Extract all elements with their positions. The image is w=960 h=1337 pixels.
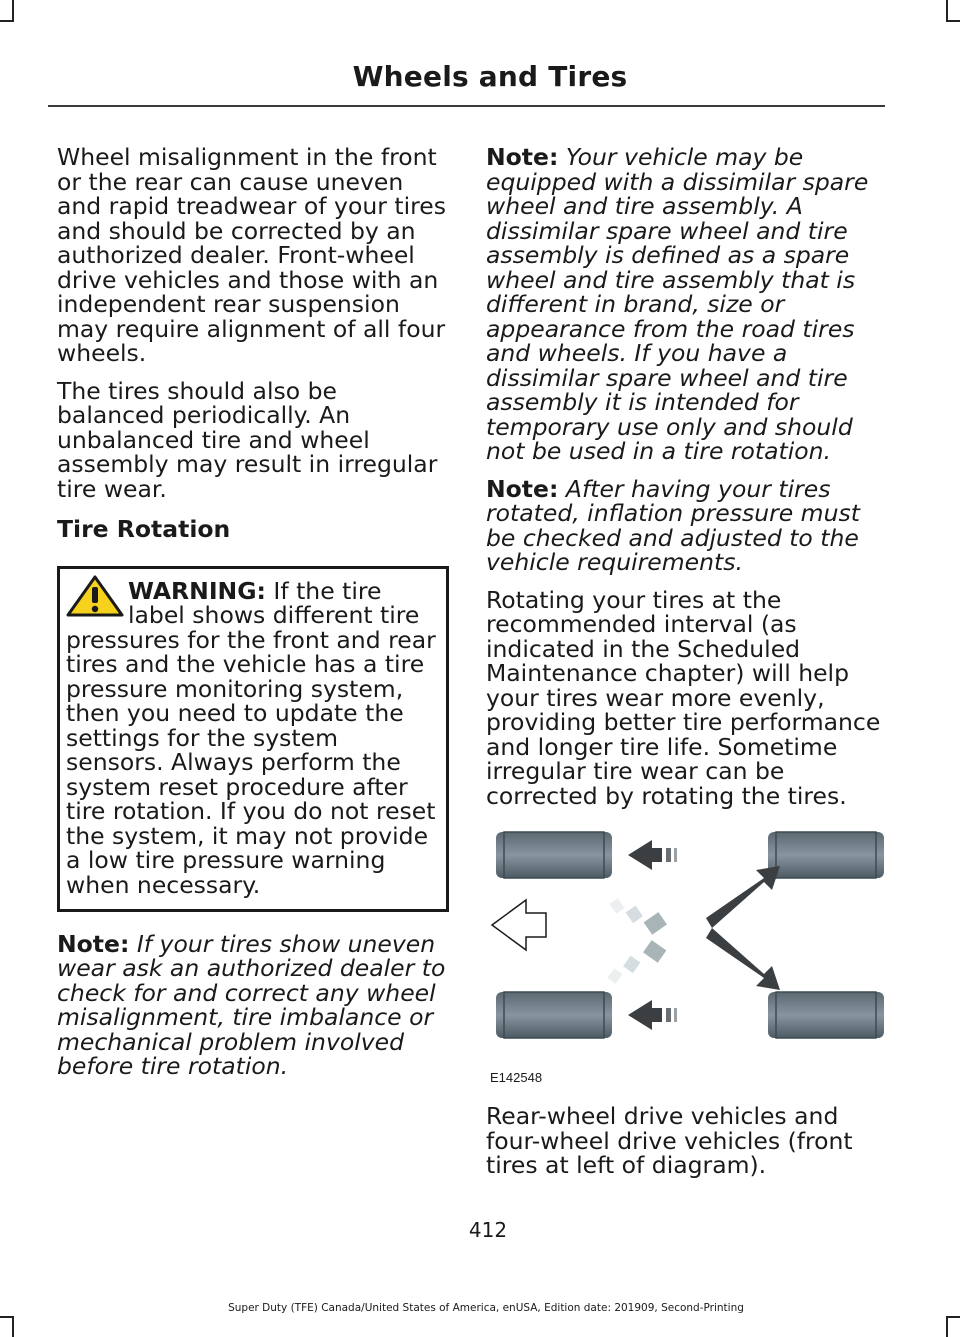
note-label: Note: xyxy=(486,474,559,503)
note-text: If your tires show uneven wear ask an authorized dealer to check for and correct any wheel misalignment, tire imbalance or mechanical problem involved before tire rotation. xyxy=(57,929,446,1080)
crop-mark xyxy=(0,20,14,22)
crop-mark xyxy=(946,0,948,20)
crop-mark xyxy=(946,20,960,22)
arrow-front-to-rear-cross-up xyxy=(609,866,780,935)
tire-rear-left xyxy=(768,832,884,878)
arrow-rear-to-front-bottom xyxy=(628,1000,677,1030)
crop-mark xyxy=(0,1316,14,1318)
warning-triangle-icon xyxy=(66,575,124,617)
page-title: Wheels and Tires xyxy=(352,60,628,93)
dissimilar-spare-note xyxy=(486,145,884,464)
page-number: 412 xyxy=(468,1218,508,1242)
tire-rear-right xyxy=(768,992,884,1038)
note-label: Note: xyxy=(486,143,559,171)
tire-front-left xyxy=(496,832,612,878)
crop-mark xyxy=(12,0,14,20)
inflation-note xyxy=(486,474,884,576)
warning-text: If the tire label shows different tire pressures for the front and rear tires and the vehicle has a tire pressure monitoring system, then you need to update the settings for the system sensors. Always perform the system reset procedure after tire rotation. If you do not reset the system, it may not provide a low tire pressure warning when necessary. xyxy=(66,576,436,899)
crop-mark xyxy=(946,1318,948,1337)
figure-caption: Rear-wheel drive vehicles and four-wheel drive vehicles (front tires at left of diagram). xyxy=(486,1102,853,1179)
arrow-rear-to-front-top xyxy=(628,840,677,870)
header-rule xyxy=(48,105,885,107)
note-label: Note: xyxy=(57,929,130,958)
section-heading: Tire Rotation xyxy=(57,515,231,543)
balancing-paragraph: The tires should also be balanced periodically. An unbalanced tire and wheel assembly may result in irregular tire wear. xyxy=(57,376,438,503)
arrow-front-to-rear-cross-down xyxy=(607,928,780,990)
figure-id: E142548 xyxy=(490,1069,543,1085)
note-paragraph xyxy=(57,929,449,1080)
crop-mark xyxy=(946,1316,960,1318)
note-text: Your vehicle may be equipped with a dissimilar spare wheel and tire assembly. A dissimilar spare wheel and tire assembly is defined as a spare wheel and tire assembly that is different in brand, size or appearance from the road tires and wheels. If you have a dissimilar spare wheel and tire assembly it is intended for temporary use only and should not be used in a tire rotation. xyxy=(486,143,869,465)
tire-front-right xyxy=(496,992,612,1038)
tire-rotation-diagram xyxy=(486,830,884,1090)
note-text: After having your tires rotated, inflation pressure must be checked and adjusted to the vehicle requirements. xyxy=(486,474,860,576)
left-column xyxy=(57,145,449,1092)
footer: Super Duty (TFE) Canada/United States of America, enUSA, Edition date: 201909, Second-Printing xyxy=(228,1302,744,1314)
warning-label: WARNING: xyxy=(128,576,266,605)
crop-mark xyxy=(12,1318,14,1337)
rotation-paragraph: Rotating your tires at the recommended interval (as indicated in the Scheduled Maintenance chapter) will help your tires wear more evenly, providing better tire performance and longer tire life. Sometime irregular tire wear can be corrected by rotating the tires. xyxy=(486,585,881,810)
forward-direction-arrow-icon xyxy=(492,900,546,950)
warning-box xyxy=(57,566,449,912)
misalignment-paragraph: Wheel misalignment in the front or the rear can cause uneven and rapid treadwear of your tires and should be corrected by an authorized dealer. Front-wheel drive vehicles and those with an independent rear suspension may require alignment of all four wheels. xyxy=(57,143,446,367)
right-column xyxy=(486,145,884,1191)
